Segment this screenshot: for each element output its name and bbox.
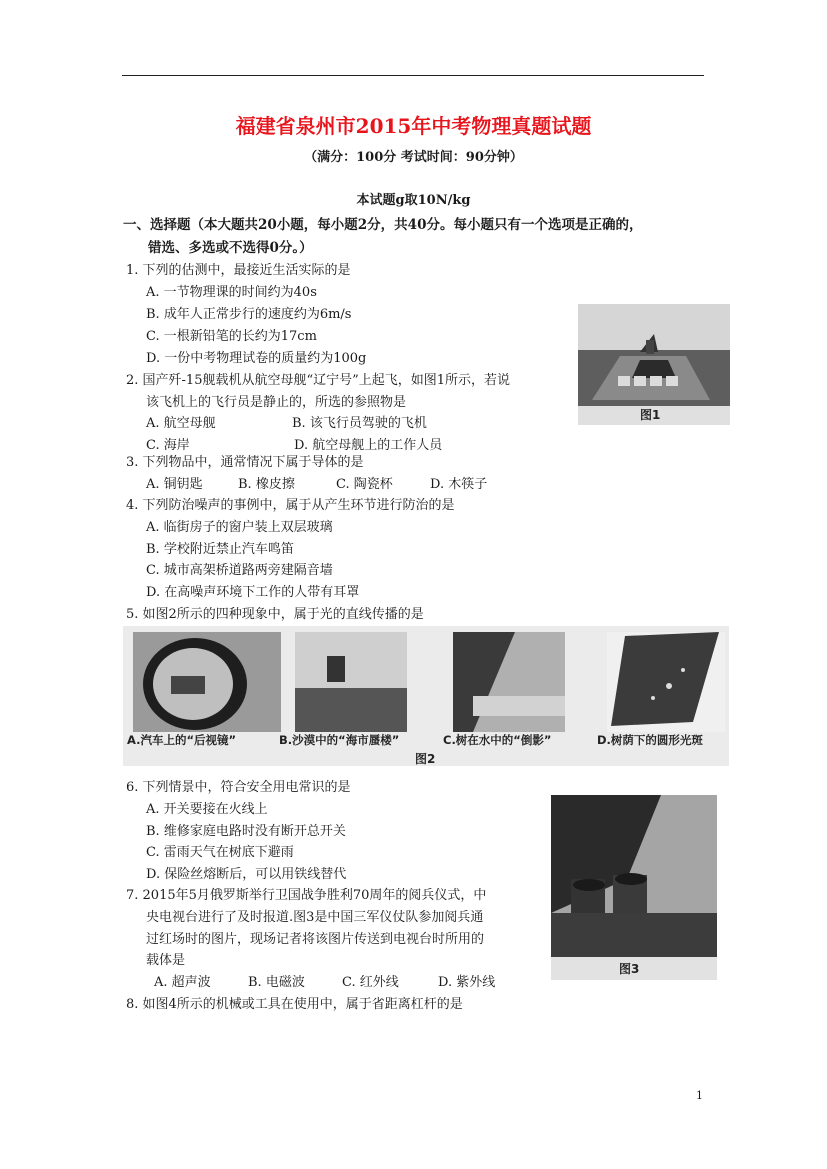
option: A. 航空母舰 bbox=[146, 416, 216, 431]
option: B. 维修家庭电路时没有断开总开关 bbox=[146, 824, 346, 839]
question-stem: 5. 如图2所示的四种现象中，属于光的直线传播的是 bbox=[126, 607, 424, 622]
option: A. 铜钥匙 bbox=[146, 477, 203, 492]
option: A. 临街房子的窗户装上双层玻璃 bbox=[146, 520, 333, 535]
figure-2-label-b: B.沙漠中的“海市蜃楼” bbox=[279, 733, 400, 747]
figure-1-caption: 图1 bbox=[640, 408, 661, 422]
figure-3-honor-guard bbox=[551, 795, 717, 980]
figure-2-label-c: C.树在水中的“倒影” bbox=[443, 733, 552, 747]
figure-1-aircraft-carrier bbox=[578, 304, 730, 425]
question-stem: 8. 如图4所示的机械或工具在使用中，属于省距离杠杆的是 bbox=[126, 997, 463, 1012]
option: A. 一节物理课的时间约为40s bbox=[146, 285, 317, 300]
question-stem: 7. 2015年5月俄罗斯举行卫国战争胜利70周年的阅兵仪式，中 bbox=[126, 888, 487, 903]
option: D. 在高噪声环境下工作的人带有耳罩 bbox=[146, 585, 360, 600]
option: B. 该飞行员驾驶的飞机 bbox=[292, 416, 427, 431]
option: A. 开关要接在火线上 bbox=[146, 802, 268, 817]
question-stem-cont: 该飞机上的飞行员是静止的，所选的参照物是 bbox=[146, 395, 407, 410]
figure-3-caption: 图3 bbox=[619, 962, 640, 976]
question-stem: 3. 下列物品中，通常情况下属于导体的是 bbox=[126, 455, 364, 470]
page-number: 1 bbox=[696, 1089, 703, 1102]
figure-2-label-a: A.汽车上的“后视镜” bbox=[127, 733, 237, 747]
option: C. 海岸 bbox=[146, 438, 190, 453]
option: B. 橡皮擦 bbox=[238, 477, 295, 492]
option: B. 电磁波 bbox=[248, 975, 305, 990]
question-stem: 2. 国产歼-15舰载机从航空母舰“辽宁号”上起飞，如图1所示，若说 bbox=[126, 373, 511, 388]
option: D. 航空母舰上的工作人员 bbox=[294, 438, 443, 453]
figure-2-light-phenomena bbox=[123, 626, 729, 766]
option: C. 陶瓷杯 bbox=[336, 477, 393, 492]
g-note: 本试题g取10N/kg bbox=[356, 193, 471, 208]
option: C. 一根新铅笔的长约为17cm bbox=[146, 329, 317, 344]
question-stem: 4. 下列防治噪声的事例中，属于从产生环节进行防治的是 bbox=[126, 498, 455, 513]
option: C. 红外线 bbox=[342, 975, 399, 990]
option: C. 城市高架桥道路两旁建隔音墙 bbox=[146, 563, 333, 578]
question-stem: 6. 下列情景中，符合安全用电常识的是 bbox=[126, 780, 351, 795]
section-heading-cont: 错选、多选或不选得0分。） bbox=[148, 240, 313, 256]
question-stem-cont: 过红场时的图片，现场记者将该图片传送到电视台时所用的 bbox=[146, 932, 485, 947]
figure-2-label-d: D.树荫下的圆形光斑 bbox=[597, 733, 703, 747]
option: D. 木筷子 bbox=[430, 477, 488, 492]
option: D. 保险丝熔断后，可以用铁线替代 bbox=[146, 867, 347, 882]
option: D. 紫外线 bbox=[438, 975, 496, 990]
exam-info: （满分：100分 考试时间：90分钟） bbox=[304, 150, 523, 165]
page-title: 福建省泉州市2015年中考物理真题试题 bbox=[235, 114, 592, 138]
option: A. 超声波 bbox=[154, 975, 211, 990]
option: C. 雷雨天气在树底下避雨 bbox=[146, 845, 294, 860]
option: D. 一份中考物理试卷的质量约为100g bbox=[146, 351, 367, 366]
option: B. 学校附近禁止汽车鸣笛 bbox=[146, 542, 294, 557]
question-stem: 1. 下列的估测中，最接近生活实际的是 bbox=[126, 263, 351, 278]
section-heading: 一、选择题（本大题共20小题，每小题2分，共40分。每小题只有一个选项是正确的， bbox=[123, 217, 643, 233]
option: B. 成年人正常步行的速度约为6m/s bbox=[146, 307, 352, 322]
question-stem-cont: 载体是 bbox=[146, 953, 186, 968]
figure-2-caption: 图2 bbox=[415, 752, 436, 766]
top-rule bbox=[122, 75, 704, 76]
question-stem-cont: 央电视台进行了及时报道.图3是中国三军仪仗队参加阅兵通 bbox=[146, 910, 484, 925]
